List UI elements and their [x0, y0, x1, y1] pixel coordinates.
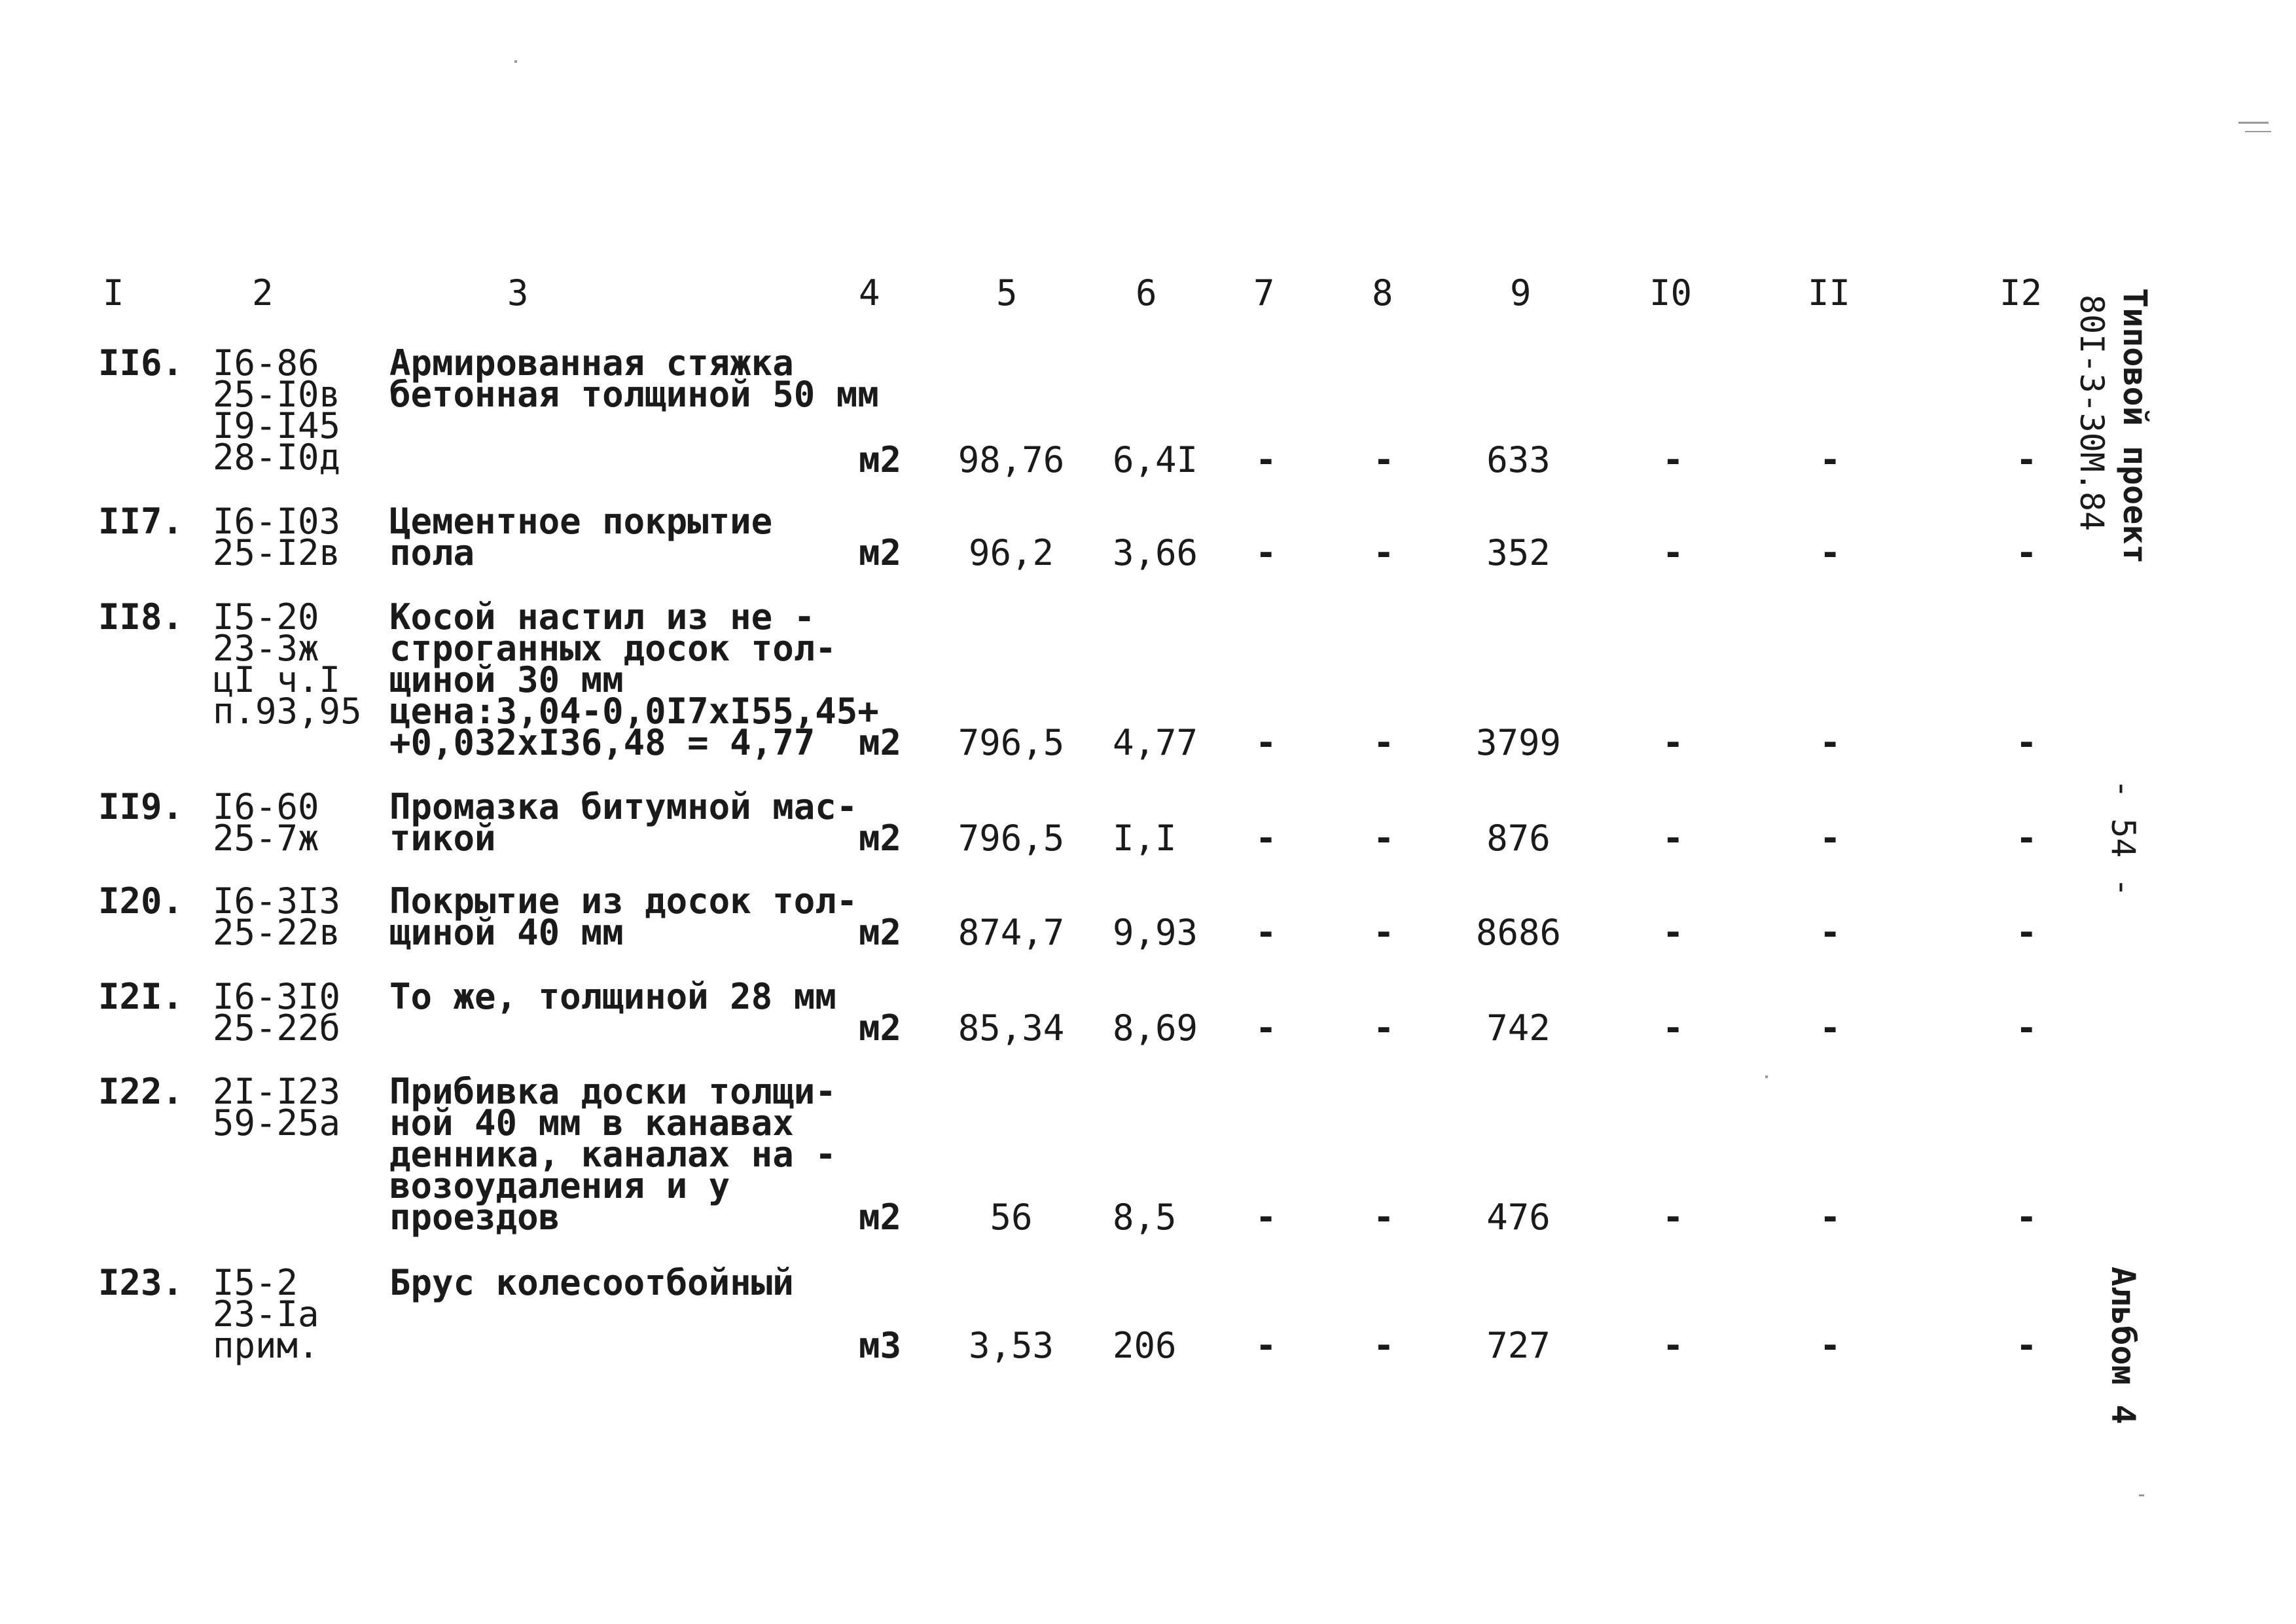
norm-code: I6-3I0: [213, 976, 341, 1017]
norm-code: I6-3I3: [213, 880, 341, 922]
col11-value: -: [1820, 912, 1841, 953]
col11-value: -: [1820, 439, 1841, 480]
col7-value: -: [1255, 439, 1277, 480]
quantity: 96,2: [968, 532, 1054, 573]
norm-code: 25-I2в: [213, 532, 341, 573]
unit: м2: [859, 532, 902, 573]
col-header-12: I2: [2000, 272, 2043, 314]
row-number: I23.: [98, 1262, 184, 1303]
col12-value: -: [2016, 439, 2037, 480]
work-description: Прибивка доски толщи-: [389, 1071, 836, 1112]
col12-value: -: [2016, 722, 2037, 763]
norm-code: 25-I0в: [213, 374, 341, 415]
unit-price: 206: [1113, 1325, 1177, 1366]
col-header-5: 5: [996, 272, 1018, 314]
work-description: Брус колесоотбойный: [389, 1262, 794, 1303]
quantity: 3,53: [968, 1325, 1054, 1366]
scan-mark: [2139, 1494, 2144, 1496]
total-cost: 742: [1486, 1007, 1551, 1049]
work-description: тикой: [389, 818, 496, 859]
unit: м2: [859, 439, 902, 480]
work-description: Цементное покрытие: [389, 501, 773, 542]
col12-value: -: [2016, 912, 2037, 953]
col7-value: -: [1255, 532, 1277, 573]
col11-value: -: [1820, 1197, 1841, 1238]
col8-value: -: [1373, 912, 1395, 953]
row-number: II6.: [98, 342, 184, 384]
project-code: 80I-3-30М.84: [2073, 295, 2111, 532]
norm-code: I6-I03: [213, 501, 341, 542]
col8-value: -: [1373, 722, 1395, 763]
col12-value: -: [2016, 1197, 2037, 1238]
col12-value: -: [2016, 532, 2037, 573]
quantity: 85,34: [958, 1007, 1065, 1049]
col11-value: -: [1820, 1007, 1841, 1049]
norm-code: 59-25а: [213, 1102, 341, 1144]
work-description: щиной 30 мм: [389, 659, 624, 700]
row-number: I2I.: [98, 976, 184, 1017]
unit-price: 4,77: [1113, 722, 1198, 763]
work-description: строганных досок тол-: [389, 628, 836, 669]
norm-code: 23-3ж: [213, 628, 319, 669]
col11-value: -: [1820, 722, 1841, 763]
col-header-9: 9: [1510, 272, 1532, 314]
col12-value: -: [2016, 1007, 2037, 1049]
norm-code: п.93,95: [213, 691, 362, 732]
unit: м2: [859, 818, 902, 859]
row-number: II8.: [98, 596, 184, 638]
total-cost: 633: [1486, 439, 1551, 480]
quantity: 796,5: [958, 818, 1065, 859]
unit-price: 6,4I: [1113, 439, 1198, 480]
col7-value: -: [1255, 912, 1277, 953]
work-description: То же, толщиной 28 мм: [389, 976, 836, 1017]
col10-value: -: [1662, 1197, 1684, 1238]
work-description: ной 40 мм в канавах: [389, 1102, 794, 1144]
page-number: - 54 -: [2104, 779, 2142, 897]
col-header-1: I: [103, 272, 124, 314]
col8-value: -: [1373, 1325, 1395, 1366]
col7-value: -: [1255, 1325, 1277, 1366]
unit: м2: [859, 912, 902, 953]
row-number: II9.: [98, 786, 184, 827]
col7-value: -: [1255, 1007, 1277, 1049]
unit-price: 8,5: [1113, 1197, 1177, 1238]
unit: м3: [859, 1325, 902, 1366]
col-header-11: II: [1808, 272, 1851, 314]
norm-code: I9-I45: [213, 405, 341, 446]
col10-value: -: [1662, 1325, 1684, 1366]
norm-code: прим.: [213, 1325, 319, 1366]
col11-value: -: [1820, 1325, 1841, 1366]
col8-value: -: [1373, 1197, 1395, 1238]
total-cost: 3799: [1475, 722, 1562, 763]
album-label: Альбом 4: [2104, 1267, 2142, 1424]
norm-code: 25-7ж: [213, 818, 319, 859]
unit-price: 3,66: [1113, 532, 1198, 573]
row-number: I22.: [98, 1071, 184, 1112]
unit-price: 8,69: [1113, 1007, 1198, 1049]
norm-code: I5-20: [213, 596, 319, 638]
col-header-6: 6: [1136, 272, 1157, 314]
norm-code: 23-Iа: [213, 1293, 319, 1335]
work-description: пола: [389, 532, 475, 573]
col8-value: -: [1373, 532, 1395, 573]
quantity: 796,5: [958, 722, 1065, 763]
row-number: II7.: [98, 501, 184, 542]
total-cost: 8686: [1475, 912, 1562, 953]
total-cost: 476: [1486, 1197, 1551, 1238]
col12-value: -: [2016, 818, 2037, 859]
unit: м2: [859, 722, 902, 763]
total-cost: 727: [1486, 1325, 1551, 1366]
quantity: 874,7: [958, 912, 1065, 953]
scan-mark: [2245, 131, 2271, 132]
quantity: 56: [990, 1197, 1033, 1238]
col7-value: -: [1255, 1197, 1277, 1238]
work-description: Промазка битумной мас-: [389, 786, 858, 827]
col10-value: -: [1662, 532, 1684, 573]
work-description: возоудаления и у: [389, 1165, 730, 1206]
col8-value: -: [1373, 818, 1395, 859]
col8-value: -: [1373, 439, 1395, 480]
scan-mark: [2238, 122, 2269, 124]
work-description: денника, каналах на -: [389, 1134, 836, 1175]
work-description: проездов: [389, 1197, 560, 1238]
norm-code: цI ч.I: [213, 659, 341, 700]
col10-value: -: [1662, 912, 1684, 953]
scan-mark: [1765, 1075, 1768, 1078]
unit-price: 9,93: [1113, 912, 1198, 953]
norm-code: I5-2: [213, 1262, 298, 1303]
norm-code: I6-86: [213, 342, 319, 384]
work-description: Покрытие из досок тол-: [389, 880, 858, 922]
work-description: Косой настил из не -: [389, 596, 816, 638]
work-description: цена:3,04-0,0I7xI55,45+: [389, 691, 879, 732]
row-number: I20.: [98, 880, 184, 922]
norm-code: 28-I0д: [213, 437, 341, 478]
col-header-4: 4: [859, 272, 880, 314]
norm-code: I6-60: [213, 786, 319, 827]
scan-mark: [514, 60, 517, 63]
work-description: +0,032xI36,48 = 4,77: [389, 722, 816, 763]
col-header-10: I0: [1649, 272, 1693, 314]
work-description: Армированная стяжка: [389, 342, 794, 384]
col11-value: -: [1820, 818, 1841, 859]
work-description: щиной 40 мм: [389, 912, 624, 953]
unit: м2: [859, 1197, 902, 1238]
col10-value: -: [1662, 439, 1684, 480]
col-header-8: 8: [1372, 272, 1393, 314]
col7-value: -: [1255, 722, 1277, 763]
total-cost: 352: [1486, 532, 1551, 573]
total-cost: 876: [1486, 818, 1551, 859]
norm-code: 25-22б: [213, 1007, 341, 1049]
quantity: 98,76: [958, 439, 1065, 480]
col7-value: -: [1255, 818, 1277, 859]
unit-price: I,I: [1113, 818, 1177, 859]
col8-value: -: [1373, 1007, 1395, 1049]
col-header-7: 7: [1253, 272, 1275, 314]
norm-code: 2I-I23: [213, 1071, 341, 1112]
work-description: бетонная толщиной 50 мм: [389, 374, 879, 415]
col10-value: -: [1662, 722, 1684, 763]
col-header-2: 2: [252, 272, 274, 314]
norm-code: 25-22в: [213, 912, 341, 953]
col10-value: -: [1662, 1007, 1684, 1049]
project-title: Типовой проект: [2116, 288, 2154, 564]
col10-value: -: [1662, 818, 1684, 859]
unit: м2: [859, 1007, 902, 1049]
col-header-3: 3: [507, 272, 529, 314]
col11-value: -: [1820, 532, 1841, 573]
col12-value: -: [2016, 1325, 2037, 1366]
